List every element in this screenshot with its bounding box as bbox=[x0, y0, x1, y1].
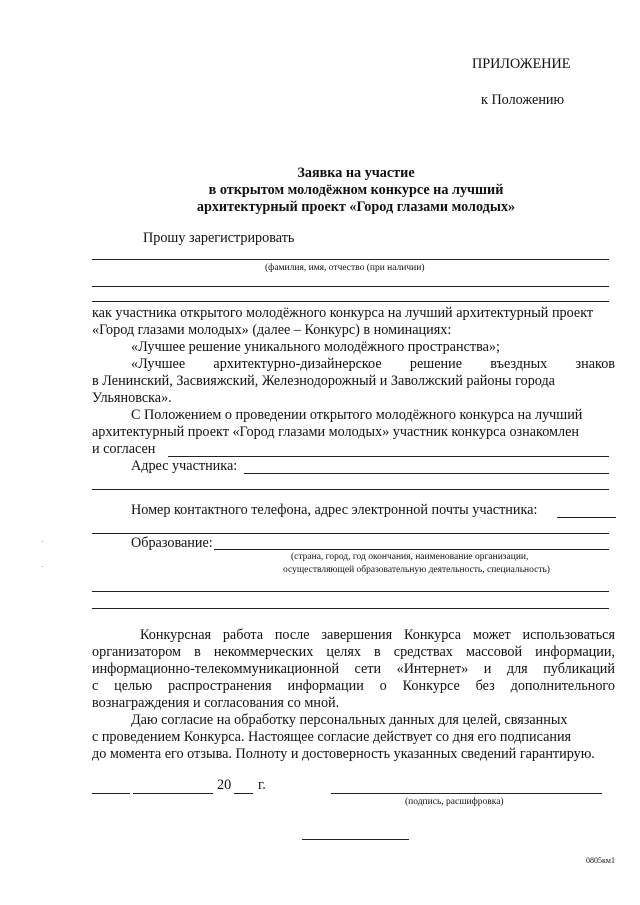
date-year-field[interactable] bbox=[234, 793, 253, 794]
address-field[interactable] bbox=[244, 473, 609, 474]
education-line-2[interactable] bbox=[92, 591, 609, 592]
phone-email-field[interactable] bbox=[557, 517, 616, 518]
education-hint-1: (страна, город, год окончания, наименование организации, bbox=[291, 552, 529, 562]
year-prefix: 20 bbox=[217, 777, 232, 793]
paragraph-4-line-3: до момента его отзыва. Полноту и достоверность указанных сведений гарантирую. bbox=[92, 746, 595, 762]
nomination-2-line-1: «Лучшее архитектурно-дизайнерское решение въездных знаков bbox=[131, 356, 615, 372]
paragraph-3-line-5: вознаграждения и согласования со мной. bbox=[92, 695, 340, 711]
paragraph-4-line-2: с проведением Конкурса. Настоящее согласие действует со дня его подписания bbox=[92, 729, 572, 745]
title-line-1: Заявка на участие bbox=[297, 165, 415, 181]
paragraph-3-line-2: организатором в некоммерческих целях в средствах массовой информации, bbox=[92, 644, 615, 660]
paragraph-1-line-1: как участника открытого молодёжного конкурса на лучший архитектурный проект bbox=[92, 305, 594, 321]
name-line[interactable] bbox=[92, 259, 609, 260]
address-line-2[interactable] bbox=[92, 489, 609, 490]
scan-speck bbox=[42, 541, 43, 542]
date-month-field[interactable] bbox=[133, 793, 213, 794]
request-text: Прошу зарегистрировать bbox=[143, 230, 295, 246]
title-line-2: в открытом молодёжном конкурсе на лучший bbox=[208, 182, 504, 198]
signature-hint: (подпись, расшифровка) bbox=[405, 797, 504, 807]
closing-line bbox=[302, 839, 409, 840]
paragraph-4-line-1: Даю согласие на обработку персональных данных для целей, связанных bbox=[131, 712, 568, 728]
address-label: Адрес участника: bbox=[131, 458, 238, 474]
education-label: Образование: bbox=[131, 535, 213, 551]
signature-field[interactable] bbox=[331, 793, 602, 794]
education-hint-2: осуществляющей образовательную деятельность, специальность) bbox=[283, 565, 550, 575]
phone-email-label: Номер контактного телефона, адрес электронной почты участника: bbox=[131, 502, 538, 518]
education-field[interactable] bbox=[214, 549, 609, 550]
paragraph-1-line-2: «Город глазами молодых» (далее – Конкурс) в номинациях: bbox=[92, 322, 452, 338]
nomination-2-line-3: Ульяновска». bbox=[92, 390, 172, 406]
nomination-1: «Лучшее решение уникального молодёжного пространства»; bbox=[131, 339, 500, 355]
name-line-2[interactable] bbox=[92, 286, 609, 287]
year-suffix: г. bbox=[258, 777, 266, 793]
paragraph-2-line-1: С Положением о проведении открытого молодёжного конкурса на лучший bbox=[131, 407, 583, 423]
education-line-3[interactable] bbox=[92, 608, 609, 609]
name-line-3[interactable] bbox=[92, 301, 609, 302]
paragraph-2-line-2: архитектурный проект «Город глазами молодых» участник конкурса ознакомлен bbox=[92, 424, 579, 440]
paragraph-3-line-4: с целью распространения информации о Конкурсе без дополнительного bbox=[92, 678, 615, 694]
scan-speck bbox=[42, 566, 43, 567]
appendix-label: ПРИЛОЖЕНИЕ bbox=[472, 56, 571, 72]
document-code: 0805км1 bbox=[586, 856, 615, 865]
nomination-2-line-2: в Ленинский, Засвияжский, Железнодорожный и Заволжский районы города bbox=[92, 373, 555, 389]
agreement-line[interactable] bbox=[168, 456, 609, 457]
name-hint: (фамилия, имя, отчество (при наличии) bbox=[265, 263, 425, 273]
paragraph-3-line-3: информационно-телекоммуникационной сети «Интернет» и для публикаций bbox=[92, 661, 615, 677]
phone-email-line-2[interactable] bbox=[92, 533, 609, 534]
regulation-label: к Положению bbox=[481, 92, 565, 108]
title-line-3: архитектурный проект «Город глазами молодых» bbox=[196, 199, 516, 215]
paragraph-3-line-1: Конкурсная работа после завершения Конкурса может использоваться bbox=[140, 627, 615, 643]
paragraph-2-line-3: и согласен bbox=[92, 441, 156, 457]
date-day-field[interactable] bbox=[92, 793, 130, 794]
